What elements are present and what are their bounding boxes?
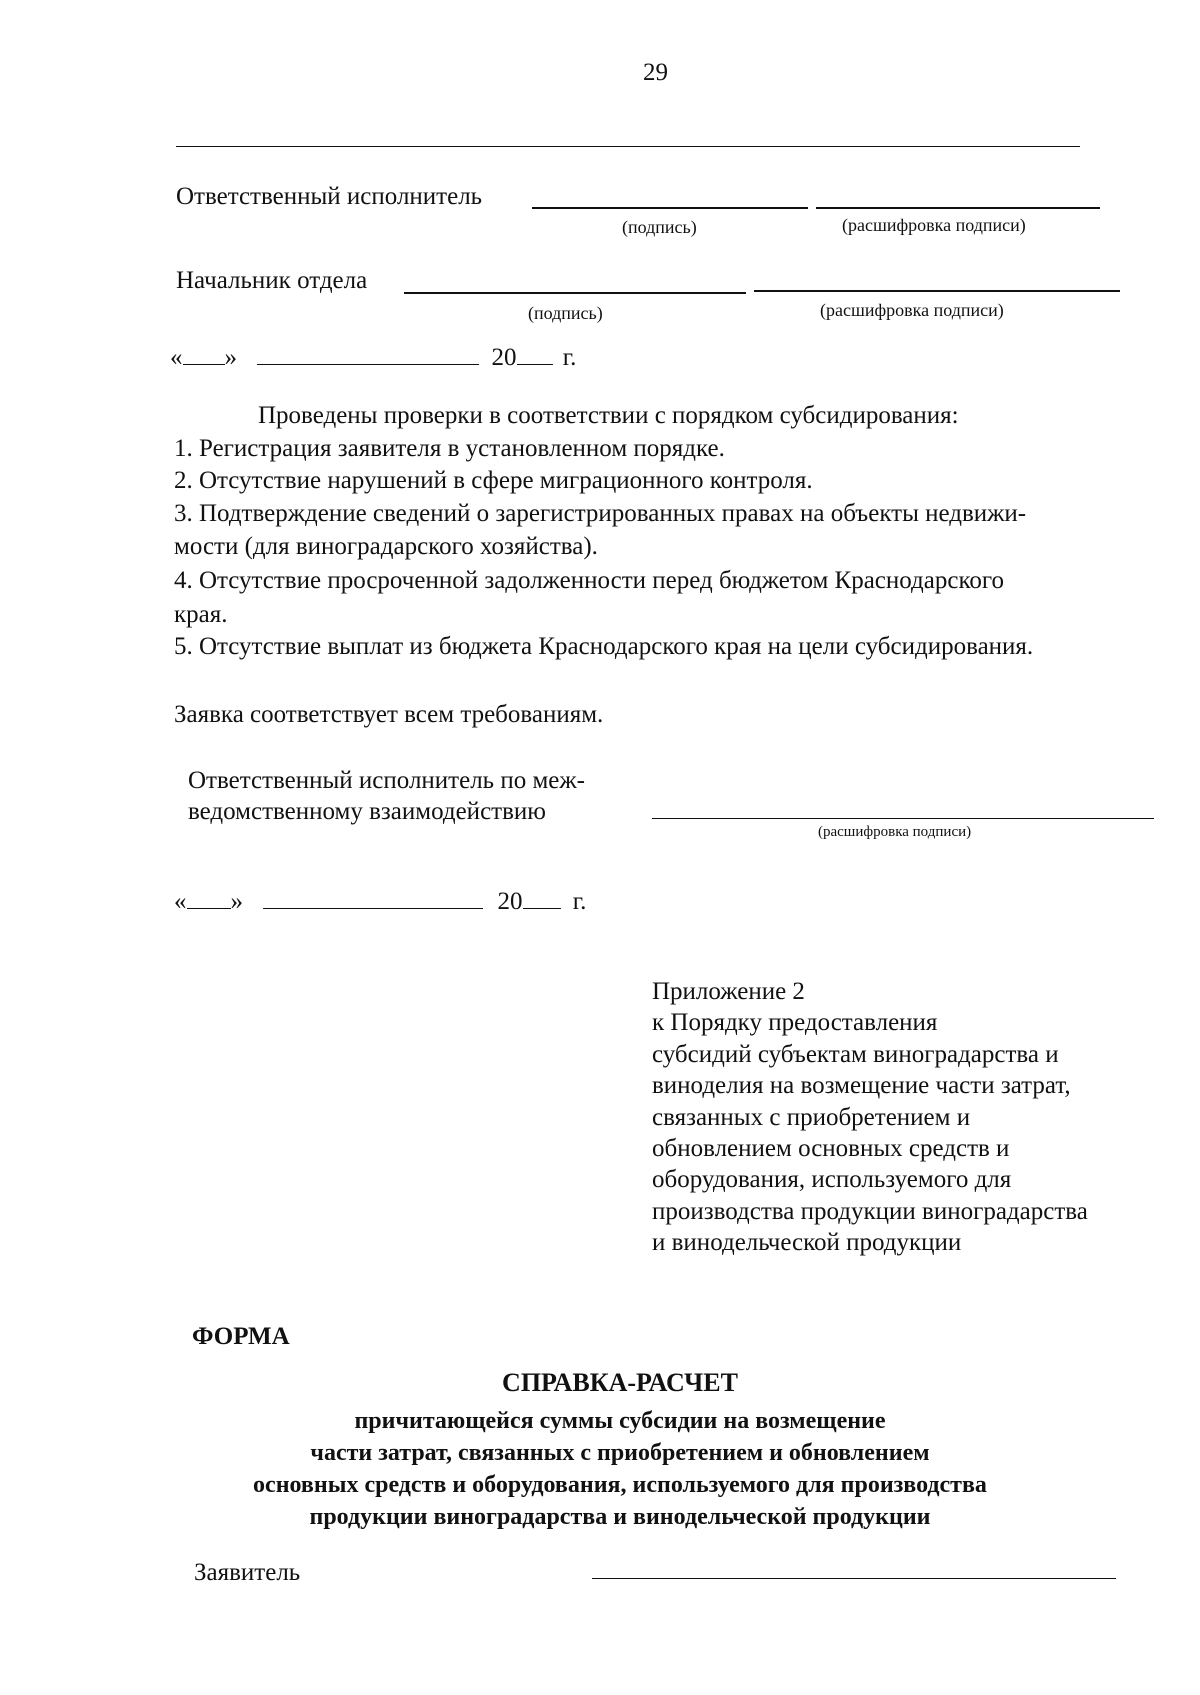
interagency-label-line2: ведомственному взаимодействию (188, 798, 546, 825)
appendix-line-7: оборудования, используемого для (652, 1166, 1012, 1194)
date2-day-blank[interactable] (187, 884, 231, 909)
top-separator (176, 146, 1080, 147)
check-item-4-cont: края. (174, 601, 228, 628)
appendix-line-8: производства продукции виноградарства (652, 1197, 1088, 1225)
check-item-4: 4. Отсутствие просроченной задолженности перед бюджетом Краснодарского (174, 567, 1004, 594)
form-subtitle-line-3: основных средств и оборудования, используемого для производства (253, 1472, 987, 1498)
head-decode-caption: (расшифровка подписи) (820, 300, 1004, 320)
appendix-line-3: субсидий субъектам виноградарства и (652, 1040, 1059, 1068)
date-line-2 (174, 884, 586, 917)
form-label: ФОРМА (192, 1323, 290, 1350)
date2-year-suffix: г. (572, 888, 587, 915)
check-item-2: 2. Отсутствие нарушений в сфере миграционного контроля. (174, 467, 813, 494)
date2-month-blank[interactable] (263, 884, 483, 909)
date-year-suffix: г. (562, 344, 577, 371)
form-title: СПРАВКА-РАСЧЕТ (502, 1368, 738, 1397)
appendix-line-2: к Порядку предоставления (652, 1009, 938, 1037)
check-item-3: 3. Подтверждение сведений о зарегистрированных правах на объекты недвижи- (174, 500, 1027, 527)
check-item-3-cont: мости (для виноградарского хозяйства). (174, 533, 598, 560)
page-number: 29 (643, 59, 668, 86)
executor-decode-line[interactable] (816, 207, 1100, 209)
appendix-line-6: обновлением основных средств и (652, 1135, 1010, 1163)
form-subtitle-line-4: продукции виноградарства и винодельческой продукции (309, 1504, 931, 1530)
head-decode-line[interactable] (754, 290, 1120, 292)
date2-year-prefix: 20 (497, 888, 523, 915)
date-open-quote: « (170, 344, 183, 371)
date2-close-quote: » (230, 888, 243, 915)
appendix-block (652, 976, 1088, 1259)
appendix-line-5: связанных с приобретением и (652, 1103, 971, 1131)
appendix-line-9: и винодельческой продукции (652, 1229, 962, 1257)
head-signature-caption: (подпись) (528, 303, 603, 323)
date2-open-quote: « (174, 888, 187, 915)
form-subtitle-line-2: части затрат, связанных с приобретением и обновлением (310, 1440, 930, 1466)
date-year-blank[interactable] (517, 340, 553, 365)
appendix-line-1: Приложение 2 (652, 978, 805, 1005)
interagency-label-line1: Ответственный исполнитель по меж- (188, 767, 585, 794)
conclusion: Заявка соответствует всем требованиям. (174, 701, 604, 728)
head-label: Начальник отдела (176, 267, 368, 294)
applicant-label: Заявитель (194, 1559, 301, 1586)
date-year-prefix: 20 (491, 344, 517, 371)
executor-decode-caption: (расшифровка подписи) (842, 215, 1026, 235)
checks-intro: Проведены проверки в соответствии с порядком субсидирования: (258, 402, 959, 429)
check-item-1: 1. Регистрация заявителя в установленном порядке. (174, 435, 725, 462)
form-subtitle-line-1: причитающейся суммы субсидии на возмещение (354, 1408, 886, 1434)
head-signature-line[interactable] (404, 292, 746, 294)
appendix-line-4: виноделия на возмещение части затрат, (652, 1072, 1071, 1100)
check-item-5: 5. Отсутствие выплат из бюджета Краснодарского края на цели субсидирования. (174, 633, 1034, 660)
date-line-1 (170, 340, 576, 373)
executor-signature-caption: (подпись) (622, 217, 697, 237)
executor-signature-line[interactable] (532, 207, 808, 209)
date-close-quote: » (224, 344, 237, 371)
date-month-blank[interactable] (257, 340, 479, 365)
interagency-decode-line[interactable] (652, 818, 1154, 819)
applicant-line[interactable] (592, 1578, 1116, 1579)
interagency-decode-caption: (расшифровка подписи) (818, 824, 972, 840)
date2-year-blank[interactable] (523, 884, 561, 909)
executor-label: Ответственный исполнитель (176, 183, 483, 210)
date-day-blank[interactable] (183, 340, 225, 365)
